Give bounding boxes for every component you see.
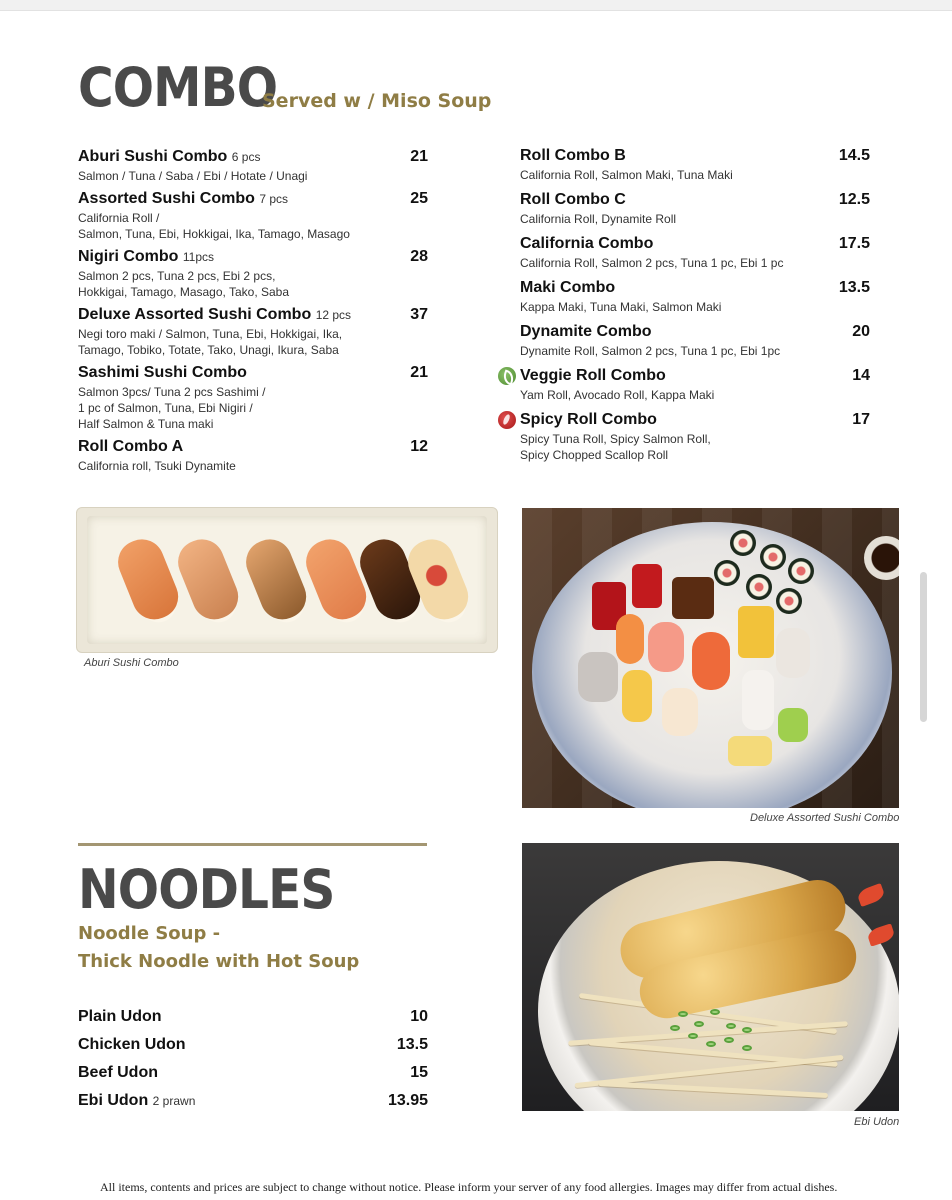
noodles-section-title: NOODLES <box>78 858 335 921</box>
plate <box>532 522 892 808</box>
item-description: Salmon / Tuna / Saba / Ebi / Hotate / Unagi <box>78 169 308 183</box>
item-name: Assorted Sushi Combo <box>78 190 255 207</box>
menu-item[interactable] <box>78 304 428 358</box>
nigiri-piece <box>171 533 248 636</box>
item-name: Ebi Udon <box>78 1092 149 1109</box>
item-description: Salmon 3pcs/ Tuna 2 pcs Sashimi / 1 pc of Salmon, Tuna, Ebi Nigiri / Half Salmon & Tuna maki <box>78 385 266 431</box>
item-name: Roll Combo A <box>78 438 184 455</box>
item-price: 13.5 <box>396 1036 428 1053</box>
item-price: 12 <box>410 438 428 455</box>
item-price: 21 <box>410 148 428 165</box>
menu-item[interactable] <box>78 188 428 242</box>
footer-disclaimer: All items, contents and prices are subject to change without notice. Please inform your server of any food allergies. Images may differ from actual dishes. <box>100 1180 838 1194</box>
menu-item[interactable] <box>78 1062 428 1084</box>
deluxe-photo-caption: Deluxe Assorted Sushi Combo <box>750 812 900 824</box>
item-qty: 12 pcs <box>315 308 352 322</box>
menu-item[interactable] <box>78 362 428 432</box>
nigiri-piece <box>111 533 188 636</box>
ebi-udon-photo <box>522 843 899 1111</box>
item-name: Roll Combo C <box>520 191 626 208</box>
browser-top-bar <box>0 0 952 11</box>
item-name: Beef Udon <box>78 1064 158 1081</box>
item-name-line <box>78 436 428 458</box>
item-description: California Roll / Salmon, Tuna, Ebi, Hokkigai, Ika, Tamago, Masago <box>78 211 350 241</box>
item-description: California Roll, Dynamite Roll <box>520 212 677 226</box>
page-scrollbar[interactable] <box>920 572 927 722</box>
item-name-line <box>78 188 428 210</box>
aburi-photo-caption: Aburi Sushi Combo <box>84 657 179 669</box>
plate <box>87 516 487 644</box>
menu-item[interactable] <box>520 189 870 227</box>
item-price: 14.5 <box>838 147 870 164</box>
item-price: 25 <box>410 190 428 207</box>
item-name: Spicy Roll Combo <box>520 411 657 428</box>
menu-item[interactable] <box>520 277 870 315</box>
item-name-line <box>78 304 428 326</box>
item-description: Salmon 2 pcs, Tuna 2 pcs, Ebi 2 pcs, Hokkigai, Tamago, Masago, Tako, Saba <box>78 269 290 299</box>
vegetarian-leaf-icon <box>498 367 516 385</box>
combo-section-title: COMBO <box>78 56 278 119</box>
item-name: Plain Udon <box>78 1008 162 1025</box>
item-name: Dynamite Combo <box>520 323 652 340</box>
item-price: 13.5 <box>838 279 870 296</box>
item-name: California Combo <box>520 235 654 252</box>
item-description: California Roll, Salmon Maki, Tuna Maki <box>520 168 733 182</box>
item-name-line <box>78 1090 428 1112</box>
item-price: 17 <box>852 411 870 428</box>
item-description: Negi toro maki / Salmon, Tuna, Ebi, Hokkigai, Ika, Tamago, Tobiko, Totate, Tako, Unagi, Ikura, Saba <box>78 327 343 357</box>
bowl <box>538 861 899 1111</box>
item-name: Aburi Sushi Combo <box>78 148 228 165</box>
item-name: Deluxe Assorted Sushi Combo <box>78 306 312 323</box>
menu-item[interactable] <box>520 145 870 183</box>
item-price: 13.95 <box>387 1092 428 1109</box>
item-name: Maki Combo <box>520 279 616 296</box>
item-price: 14 <box>852 367 870 384</box>
item-price: 20 <box>852 323 870 340</box>
combo-left-column <box>78 146 428 478</box>
item-price: 21 <box>410 364 428 381</box>
noodles-subtitle-line: Thick Noodle with Hot Soup <box>78 951 360 972</box>
item-price: 15 <box>410 1064 428 1081</box>
item-name: Veggie Roll Combo <box>520 367 666 384</box>
menu-item[interactable] <box>78 146 428 184</box>
item-description: California Roll, Salmon 2 pcs, Tuna 1 pc, Ebi 1 pc <box>520 256 784 270</box>
item-price: 28 <box>410 248 428 265</box>
spicy-pepper-icon <box>498 411 516 429</box>
deluxe-sushi-photo <box>522 508 899 808</box>
item-qty: 7 pcs <box>259 192 289 206</box>
item-qty: 6 pcs <box>231 150 261 164</box>
combo-right-column <box>520 145 870 469</box>
menu-item[interactable] <box>78 1090 428 1112</box>
item-description: Yam Roll, Avocado Roll, Kappa Maki <box>520 388 715 402</box>
aburi-sushi-photo <box>76 507 498 653</box>
item-name: Sashimi Sushi Combo <box>78 364 247 381</box>
menu-item[interactable] <box>78 1006 428 1028</box>
item-qty: 2 prawn <box>152 1094 196 1108</box>
combo-section-subtitle: Served w / Miso Soup <box>262 90 492 112</box>
item-name: Nigiri Combo <box>78 248 179 265</box>
noodles-section-subtitle <box>78 920 378 976</box>
item-name-line <box>78 362 428 384</box>
item-name-line <box>78 246 428 268</box>
menu-item[interactable] <box>520 365 870 403</box>
noodles-subtitle-line: Noodle Soup - <box>78 923 221 944</box>
item-description: California roll, Tsuki Dynamite <box>78 459 236 473</box>
menu-item[interactable] <box>520 409 870 463</box>
item-description: Spicy Tuna Roll, Spicy Salmon Roll, Spicy Chopped Scallop Roll <box>520 432 711 462</box>
menu-item[interactable] <box>520 233 870 271</box>
item-qty: 11pcs <box>182 250 215 264</box>
item-price: 37 <box>410 306 428 323</box>
item-price: 17.5 <box>838 235 870 252</box>
item-description: Dynamite Roll, Salmon 2 pcs, Tuna 1 pc, Ebi 1pc <box>520 344 781 358</box>
udon-photo-caption: Ebi Udon <box>854 1116 900 1128</box>
item-name: Chicken Udon <box>78 1036 186 1053</box>
item-price: 12.5 <box>838 191 870 208</box>
item-description: Kappa Maki, Tuna Maki, Salmon Maki <box>520 300 722 314</box>
item-name-line <box>78 146 428 168</box>
nigiri-piece <box>239 533 316 636</box>
noodles-list <box>78 1006 428 1112</box>
section-divider <box>78 843 427 846</box>
item-price: 10 <box>410 1008 428 1025</box>
item-name: Roll Combo B <box>520 147 626 164</box>
menu-item[interactable] <box>520 321 870 359</box>
menu-item[interactable] <box>78 436 428 474</box>
menu-item[interactable] <box>78 246 428 300</box>
menu-item[interactable] <box>78 1034 428 1056</box>
